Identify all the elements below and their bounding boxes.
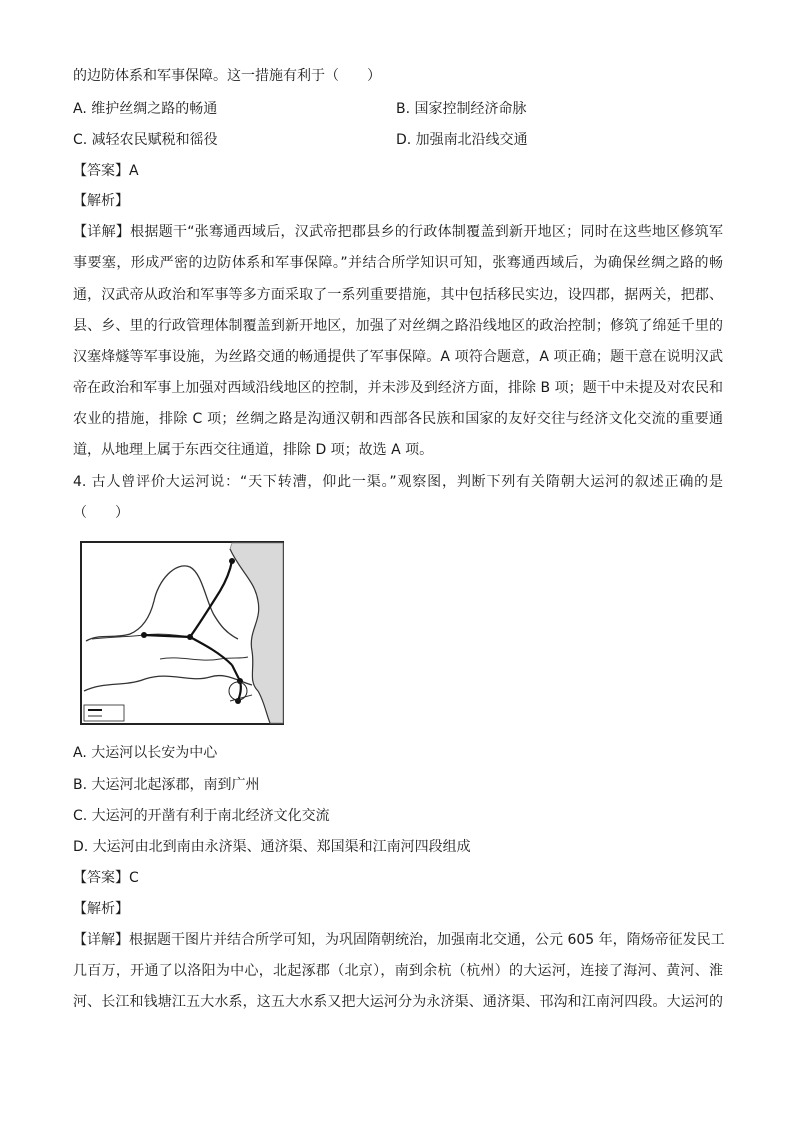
q4-option-c[interactable]: C. 大运河的开凿有利于南北经济文化交流 (73, 808, 330, 824)
q4-detail-line: 河、长江和钱塘江五大水系，这五大水系又把大运河分为永济渠、通济渠、邗沟和江南河四段。大运河的 (73, 994, 723, 1010)
city-dot-luoyang (187, 634, 193, 640)
q4-detail-line: 【详解】根据题干图片并结合所学可知，为巩固隋朝统治，加强南北交通，公元 605 年，隋炀帝征发民工 (73, 932, 725, 948)
q3-detail-line: 农业的措施，排除 C 项；丝绸之路是沟通汉朝和西部各民族和国家的友好交往与经济文化交流的重要通 (73, 411, 723, 427)
q3-detail-line: 县、乡、里的行政管理体制覆盖到新开地区，加强了对丝绸之路沿线地区的政治控制；修筑了绵延千里的 (73, 318, 723, 334)
q3-option-a[interactable]: A. 维护丝绸之路的畅通 (73, 101, 218, 117)
q3-detail-line: 通，汉武帝从政治和军事等多方面采取了一系列重要措施，其中包括移民实边，设四郡，据两关，把郡、 (73, 287, 723, 303)
legend-box (84, 705, 124, 721)
q4-stem-line1: 4. 古人曾评价大运河说：“天下转漕，仰此一渠。”观察图，判断下列有关隋朝大运河的叙述正确的是 (73, 474, 723, 490)
q3-detail-line: 汉塞烽燧等军事设施，为丝路交通的畅通提供了军事保障。A 项符合题意，A 项正确；题干意在说明汉武 (73, 349, 723, 365)
city-dot-zhuojun (229, 558, 235, 564)
grand-canal-map (80, 541, 284, 725)
q3-analysis-label: 【解析】 (73, 193, 129, 209)
q3-option-b[interactable]: B. 国家控制经济命脉 (396, 101, 527, 117)
q4-option-d[interactable]: D. 大运河由北到南由永济渠、通济渠、郑国渠和江南河四段组成 (73, 839, 471, 855)
q4-stem-line2: （ ） (73, 505, 129, 521)
q3-option-d[interactable]: D. 加强南北沿线交通 (396, 132, 528, 148)
q3-stem-tail: 的边防体系和军事保障。这一措施有利于（ ） (73, 68, 381, 84)
q4-detail-line: 几百万，开通了以洛阳为中心，北起涿郡（北京），南到余杭（杭州）的大运河，连接了海河、黄河、淮 (73, 963, 723, 979)
q3-detail-line: 事要塞，形成严密的边防体系和军事保障。”并结合所学知识可知，张骞通西域后，为确保丝绸之路的畅 (73, 255, 723, 271)
q3-option-c[interactable]: C. 减轻农民赋税和徭役 (73, 132, 218, 148)
city-dot-changan (141, 632, 147, 638)
q4-analysis-label: 【解析】 (73, 901, 129, 917)
city-dot-yuhang (235, 698, 241, 704)
q3-detail-line: 道，从地理上属于东西交往通道，排除 D 项；故选 A 项。 (73, 442, 434, 458)
q4-option-b[interactable]: B. 大运河北起涿郡，南到广州 (73, 777, 260, 793)
q3-detail-line: 【详解】根据题干“张骞通西域后，汉武帝把郡县乡的行政体制覆盖到新开地区；同时在这些地区修筑军 (73, 224, 723, 240)
q3-answer: 【答案】A (73, 163, 139, 179)
q4-option-a[interactable]: A. 大运河以长安为中心 (73, 745, 218, 761)
q4-answer: 【答案】C (73, 870, 139, 886)
q3-detail-line: 帝在政治和军事上加强对西域沿线地区的控制，并未涉及到经济方面，排除 B 项；题干中未提及对农民和 (73, 380, 723, 396)
